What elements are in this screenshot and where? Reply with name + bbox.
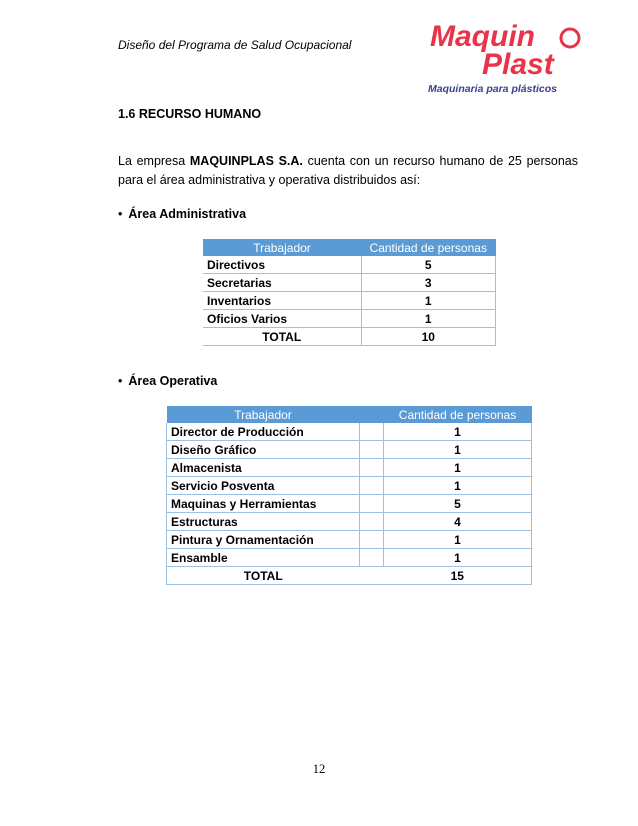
- maquinplast-logo: [420, 16, 588, 98]
- worker-cell: Director de Producción: [167, 423, 360, 441]
- count-cell: 1: [384, 423, 532, 441]
- worker-cell: Secretarias: [203, 274, 361, 292]
- oper-bullet: • Área Operativa: [118, 374, 218, 388]
- spacer-cell: [360, 567, 384, 585]
- table-row: [203, 310, 496, 328]
- gear-icon: [561, 29, 579, 47]
- count-cell: 1: [361, 292, 496, 310]
- table-row: [167, 459, 532, 477]
- worker-cell: Servicio Posventa: [167, 477, 360, 495]
- count-cell: 1: [384, 549, 532, 567]
- admin-bullet: • Área Administrativa: [118, 207, 247, 221]
- bullet-icon: •: [118, 207, 123, 221]
- section-title: 1.6 RECURSO HUMANO: [118, 107, 262, 121]
- table-row: [203, 256, 496, 274]
- worker-cell: Pintura y Ornamentación: [167, 531, 360, 549]
- total-value: 15: [384, 567, 532, 585]
- total-value: 10: [361, 328, 496, 346]
- table-row: [167, 495, 532, 513]
- spacer-cell: [360, 423, 384, 441]
- table-row: [167, 549, 532, 567]
- table-row: [203, 292, 496, 310]
- logo-tagline: Maquinaria para plásticos: [428, 83, 557, 95]
- table-row: [167, 531, 532, 549]
- total-row: [203, 328, 496, 346]
- total-label: TOTAL: [167, 567, 360, 585]
- worker-cell: Oficios Varios: [203, 310, 361, 328]
- admin-table: [203, 239, 496, 346]
- total-row: [167, 567, 532, 585]
- oper-header-worker: Trabajador: [167, 406, 360, 423]
- spacer-cell: [360, 459, 384, 477]
- spacer-cell: [360, 477, 384, 495]
- spacer-cell: [360, 513, 384, 531]
- worker-cell: Inventarios: [203, 292, 361, 310]
- oper-header-count: Cantidad de personas: [384, 406, 532, 423]
- count-cell: 1: [361, 310, 496, 328]
- table-row: [167, 513, 532, 531]
- spacer-cell: [360, 549, 384, 567]
- logo-line1: Maquin: [430, 20, 535, 53]
- oper-table: [166, 406, 532, 585]
- worker-cell: Maquinas y Herramientas: [167, 495, 360, 513]
- count-cell: 1: [384, 441, 532, 459]
- count-cell: 5: [384, 495, 532, 513]
- count-cell: 4: [384, 513, 532, 531]
- spacer-cell: [360, 531, 384, 549]
- spacer-cell: [360, 441, 384, 459]
- admin-header-worker: Trabajador: [203, 239, 361, 256]
- page-header: Diseño del Programa de Salud Ocupacional: [118, 38, 352, 52]
- bullet-icon: •: [118, 374, 123, 388]
- spacer-cell: [360, 495, 384, 513]
- page-number: 12: [312, 762, 326, 776]
- company-name: MAQUINPLAS S.A.: [189, 154, 303, 168]
- worker-cell: Ensamble: [167, 549, 360, 567]
- count-cell: 3: [361, 274, 496, 292]
- table-row: [167, 423, 532, 441]
- worker-cell: Diseño Gráfico: [167, 441, 360, 459]
- worker-cell: Estructuras: [167, 513, 360, 531]
- worker-cell: Directivos: [203, 256, 361, 274]
- count-cell: 1: [384, 477, 532, 495]
- count-cell: 1: [384, 459, 532, 477]
- total-label: TOTAL: [203, 328, 361, 346]
- intro-paragraph: La empresa MAQUINPLAS S.A. cuenta con un recurso humano de 25 personas para el área administrativa y operativa distribuidos así:: [118, 154, 578, 187]
- table-row: [203, 274, 496, 292]
- count-cell: 5: [361, 256, 496, 274]
- worker-cell: Almacenista: [167, 459, 360, 477]
- table-row: [167, 441, 532, 459]
- logo-line2: Plast: [482, 48, 554, 81]
- table-row: [167, 477, 532, 495]
- admin-header-count: Cantidad de personas: [361, 239, 496, 256]
- count-cell: 1: [384, 531, 532, 549]
